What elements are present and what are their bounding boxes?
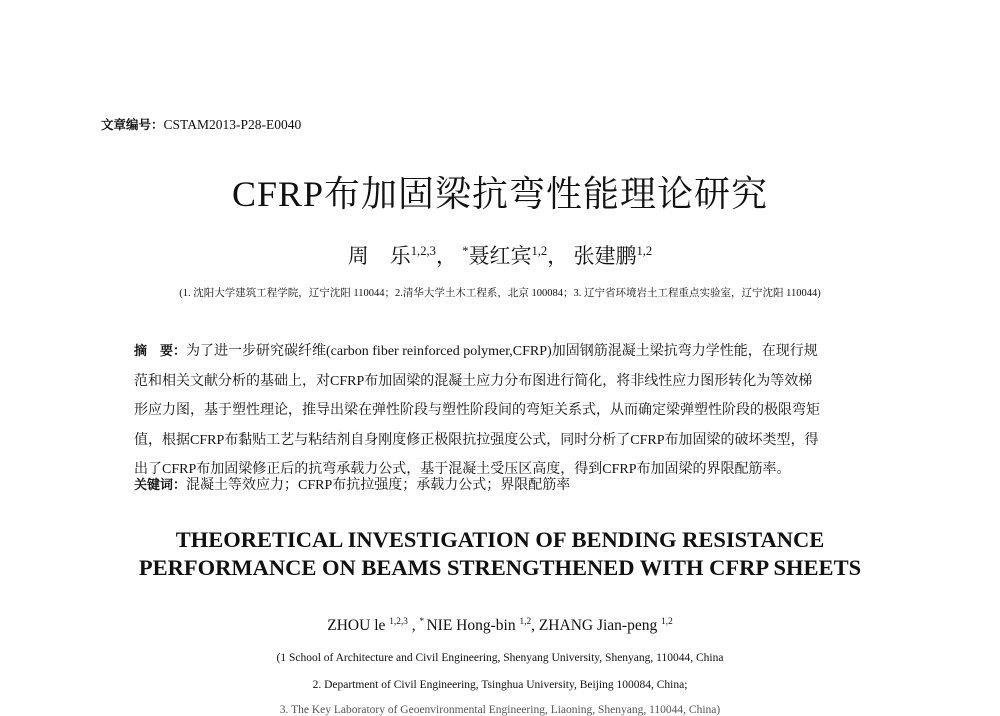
author-affil-sup: 1,2 <box>519 616 532 627</box>
author-cn-2 <box>462 244 568 268</box>
author-separator: ， <box>435 244 457 268</box>
author-en-1 <box>327 617 419 634</box>
author-name: 周 乐 <box>347 244 411 268</box>
abstract-line: 范和相关文献分析的基础上，对CFRP布加固梁的混凝土应力分布图进行简化，将非线性应力图形转化为等效梯 <box>134 373 813 389</box>
affiliation-english-1: (1 School of Architecture and Civil Engineering, Shenyang University, Shenyang, 110044, China <box>276 652 724 664</box>
authors-chinese <box>0 240 1000 270</box>
author-separator: , <box>531 617 539 634</box>
author-name: 张建鹏 <box>573 244 637 268</box>
article-number-value: CSTAM2013-P28-E0040 <box>163 117 302 132</box>
author-name: ZHANG Jian-peng <box>538 617 658 634</box>
article-number <box>101 115 301 133</box>
author-affil-sup: 1,2,3 <box>389 616 408 627</box>
author-en-3 <box>539 617 673 634</box>
keywords-value: 混凝土等效应力；CFRP布抗拉强度；承载力公式；界限配筋率 <box>186 478 571 493</box>
author-affil-sup: 1,2 <box>636 244 653 258</box>
title-chinese: CFRP布加固梁抗弯性能理论研究 <box>231 174 769 214</box>
author-affil-sup: 1,2 <box>661 616 673 627</box>
abstract-line: 值，根据CFRP布黏贴工艺与粘结剂自身刚度修正极限抗拉强度公式，同时分析了CFRP布加固梁的破坏类型，得 <box>134 432 819 448</box>
author-cn-3 <box>573 244 652 268</box>
author-name: NIE Hong-bin <box>426 617 516 634</box>
affiliation-english-3: 3. The Key Laboratory of Geoenvironmental Engineering, Liaoning, Shenyang, 110044, China) <box>279 704 721 716</box>
title-english-line-2: PERFORMANCE ON BEAMS STRENGTHENED WITH CFRP SHEETS <box>138 555 862 580</box>
keywords <box>134 474 570 494</box>
author-separator: ， <box>547 244 569 268</box>
abstract-line <box>134 337 874 367</box>
abstract-line: 形应力图，基于塑性理论，推导出梁在弹性阶段与塑性阶段间的弯矩关系式，从而确定梁弹塑性阶段的极限弯矩 <box>134 403 820 418</box>
abstract-line: 出了CFRP布加固梁修正后的抗弯承载力公式，基于混凝土受压区高度，得到CFRP布加固梁的界限配筋率。 <box>134 462 791 477</box>
author-name: 聂红宾 <box>468 244 532 268</box>
abstract <box>134 337 874 485</box>
abstract-label: 摘 要： <box>134 344 187 359</box>
title-english <box>0 526 1000 582</box>
author-cn-1 <box>348 244 457 268</box>
affiliations-chinese: (1. 沈阳大学建筑工程学院，辽宁沈阳 110044；2.清华大学土木工程系，北京 100084；3. 辽宁省环境岩土工程重点实验室，辽宁沈阳 110044) <box>179 288 821 299</box>
corresponding-mark: * <box>419 616 427 627</box>
author-affil-sup: 1,2,3 <box>410 244 436 258</box>
author-affil-sup: 1,2 <box>531 244 548 258</box>
author-en-2 <box>419 617 538 634</box>
keywords-label: 关键词： <box>134 478 187 493</box>
author-name: ZHOU le <box>327 617 386 634</box>
article-number-label: 文章编号： <box>101 117 164 132</box>
abstract-text: 为了进一步研究碳纤维(carbon fiber reinforced polymer,CFRP)加固钢筋混凝土梁抗弯力学性能，在现行规 <box>186 344 818 359</box>
authors-english <box>0 617 1000 635</box>
corresponding-mark: * <box>462 244 469 258</box>
title-english-line-1: THEORETICAL INVESTIGATION OF BENDING RESISTANCE <box>175 527 825 552</box>
author-separator: , <box>407 617 420 634</box>
affiliation-english-2: 2. Department of Civil Engineering, Tsinghua University, Beijing 100084, China; <box>312 679 688 691</box>
